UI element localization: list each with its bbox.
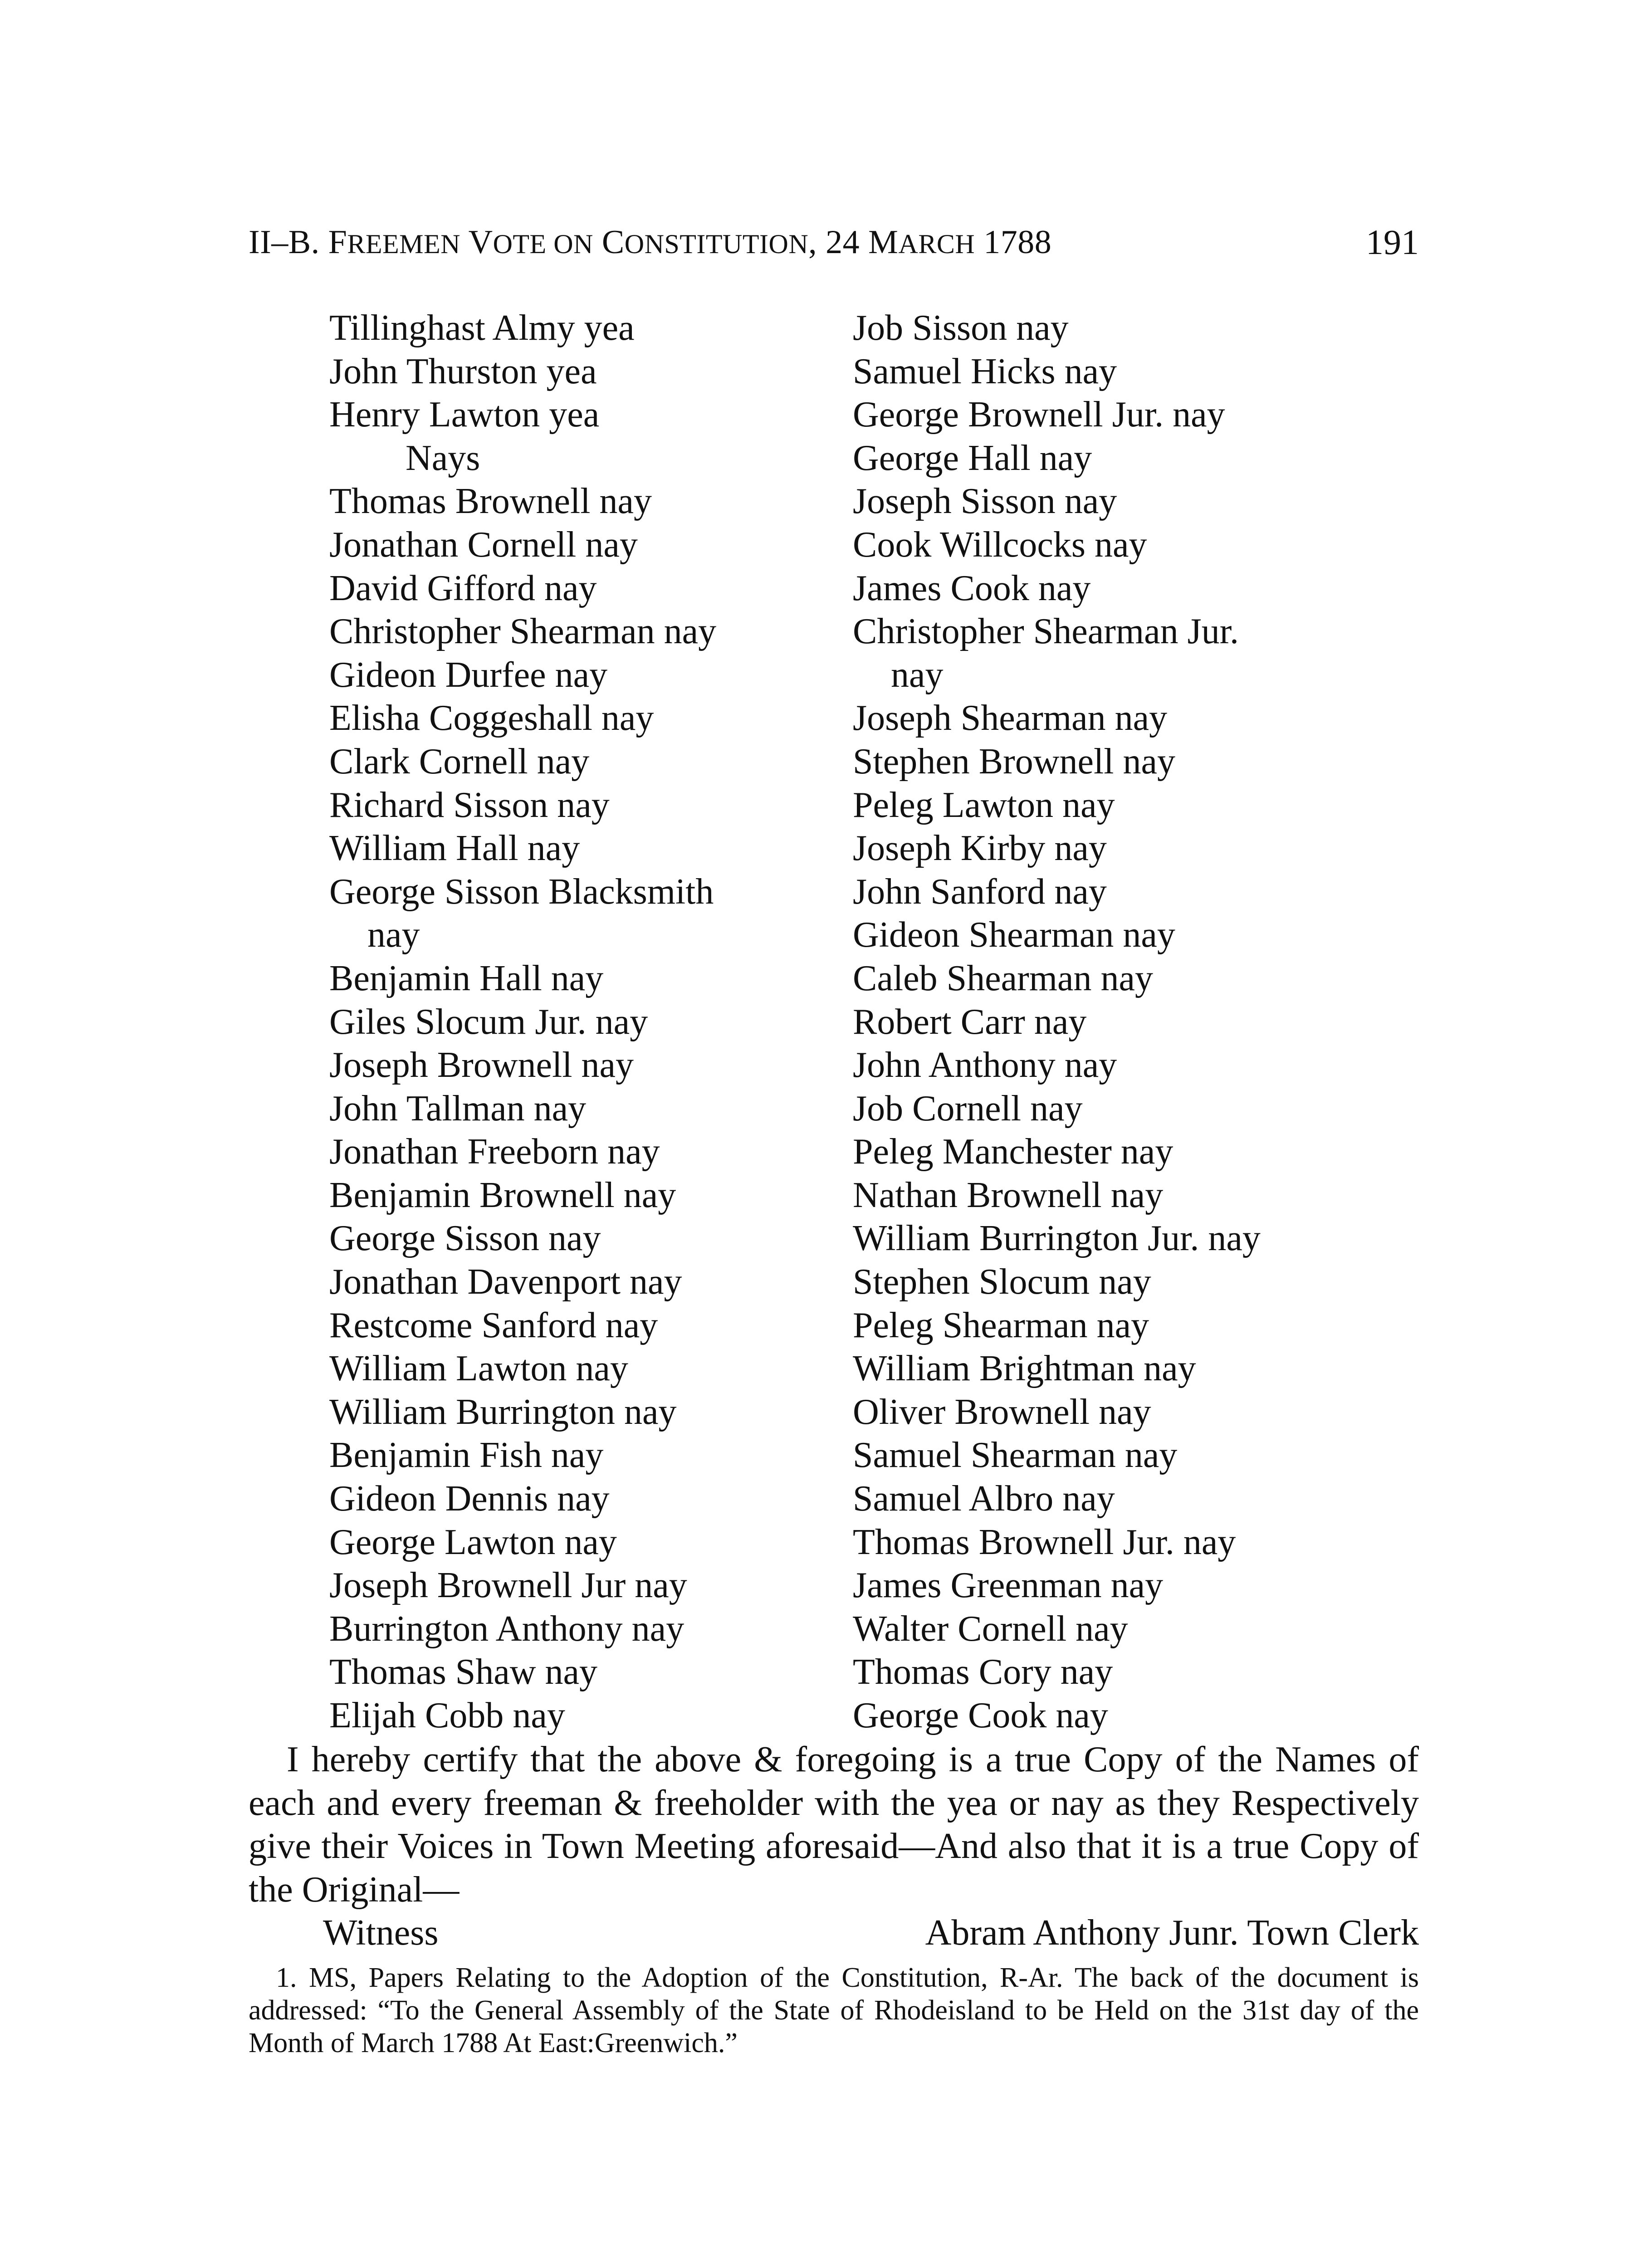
vote-entry: George Cook nay	[853, 1696, 1108, 1735]
vote-entry: Jonathan Freeborn nay	[329, 1132, 660, 1172]
vote-entry: Peleg Lawton nay	[853, 785, 1115, 825]
vote-entry: James Greenman nay	[853, 1565, 1164, 1606]
vote-entry: Gideon Durfee nay	[329, 655, 608, 695]
vote-entry: Cook Willcocks nay	[853, 524, 1147, 565]
vote-entry: Joseph Shearman nay	[853, 698, 1168, 738]
vote-entry: William Brightman nay	[853, 1349, 1196, 1389]
certification-text: I hereby certify that the above & foregoing is a true Copy of the Names of each and every freeman & freeholder with the yea or nay as they Respectively give their Voices in Town Meeting aforesaid—And also that it is a true Copy of the Original—	[249, 1740, 1419, 1910]
vote-entry: Gideon Dennis nay	[329, 1479, 610, 1519]
vote-entry: George Hall nay	[853, 438, 1092, 478]
vote-entry: Job Sisson nay	[853, 308, 1069, 348]
vote-entry: Elijah Cobb nay	[329, 1696, 565, 1735]
vote-entry: Thomas Cory nay	[853, 1652, 1113, 1692]
left-name-column	[329, 307, 828, 1738]
town-clerk-signature: Abram Anthony Junr. Town Clerk	[925, 1913, 1419, 1953]
vote-entry: Samuel Hicks nay	[853, 351, 1117, 391]
vote-entry: Christopher Shearman Jur.	[853, 611, 1239, 652]
vote-entry: Thomas Brownell Jur. nay	[853, 1522, 1236, 1562]
vote-entry: Tillinghast Almy yea	[329, 308, 635, 348]
vote-entry: Richard Sisson nay	[329, 785, 610, 825]
vote-entry: George Sisson nay	[329, 1218, 601, 1259]
witness-label: Witness	[323, 1913, 439, 1953]
vote-entry: Robert Carr nay	[853, 1002, 1087, 1042]
vote-entry: Peleg Manchester nay	[853, 1132, 1173, 1172]
vote-entry: Joseph Sisson nay	[853, 481, 1117, 522]
vote-entry: Clark Cornell nay	[329, 741, 590, 782]
vote-entry: Caleb Shearman nay	[853, 958, 1153, 998]
vote-entry: William Lawton nay	[329, 1349, 628, 1389]
vote-entry: John Tallman nay	[329, 1088, 587, 1129]
footnote	[249, 1961, 1419, 2059]
vote-entry: Thomas Shaw nay	[329, 1652, 598, 1692]
vote-entry: Restcome Sanford nay	[329, 1305, 658, 1345]
vote-entry: Peleg Shearman nay	[853, 1305, 1149, 1345]
vote-entry: Benjamin Fish nay	[329, 1435, 604, 1476]
signature-line	[249, 1911, 1419, 1955]
vote-entry: Benjamin Brownell nay	[329, 1175, 676, 1215]
vote-entry: Joseph Brownell nay	[329, 1045, 634, 1085]
vote-entry: Stephen Brownell nay	[853, 741, 1175, 782]
vote-entry: Christopher Shearman nay	[329, 611, 717, 652]
vote-entry: Samuel Albro nay	[853, 1479, 1115, 1519]
vote-entry-continuation: nay	[367, 915, 420, 955]
vote-entry: James Cook nay	[853, 568, 1091, 608]
nays-subheading: Nays	[406, 438, 480, 478]
vote-entry: Joseph Kirby nay	[853, 828, 1107, 869]
vote-entry: John Thurston yea	[329, 351, 597, 391]
vote-entry: Joseph Brownell Jur nay	[329, 1565, 687, 1606]
vote-entry: Oliver Brownell nay	[853, 1392, 1151, 1432]
certification-block	[249, 1738, 1419, 1955]
vote-entry-continuation: nay	[891, 655, 944, 695]
vote-entry: Henry Lawton yea	[329, 395, 600, 435]
vote-entry: George Lawton nay	[329, 1522, 617, 1562]
vote-entry: Burrington Anthony nay	[329, 1608, 684, 1649]
vote-entry: John Sanford nay	[853, 871, 1107, 912]
vote-entry: Elisha Coggeshall nay	[329, 698, 654, 738]
vote-entry: Gideon Shearman nay	[853, 915, 1175, 955]
vote-entry: Giles Slocum Jur. nay	[329, 1002, 648, 1042]
vote-entry: David Gifford nay	[329, 568, 597, 608]
vote-entry: William Burrington Jur. nay	[853, 1218, 1261, 1259]
vote-entry: John Anthony nay	[853, 1045, 1117, 1085]
vote-entry: George Brownell Jur. nay	[853, 395, 1225, 435]
vote-entry: William Burrington nay	[329, 1392, 677, 1432]
running-head-title: II–B. FREEMEN VOTE ON CONSTITUTION, 24 MARCH 1788	[249, 224, 1052, 261]
vote-entry: George Sisson Blacksmith	[329, 871, 714, 912]
vote-entry: Jonathan Davenport nay	[329, 1262, 682, 1302]
right-name-column	[853, 307, 1424, 1738]
vote-entry: Job Cornell nay	[853, 1088, 1083, 1129]
vote-entry: Jonathan Cornell nay	[329, 524, 638, 565]
running-header	[249, 220, 1419, 264]
vote-entry: Stephen Slocum nay	[853, 1262, 1151, 1302]
vote-entry: Samuel Shearman nay	[853, 1435, 1178, 1476]
vote-entry: Benjamin Hall nay	[329, 958, 604, 998]
page-number: 191	[1366, 222, 1419, 262]
vote-entry: William Hall nay	[329, 828, 580, 869]
vote-entry: Walter Cornell nay	[853, 1608, 1128, 1649]
vote-entry: Nathan Brownell nay	[853, 1175, 1164, 1215]
footnote-text: 1. MS, Papers Relating to the Adoption of the Constitution, R-Ar. The back of the document is addressed: “To the General Assembly of the State of Rhodeisland to be Held on the 31st day of the Month of March 1788 At East:Greenwich.”	[249, 1962, 1419, 2058]
vote-entry: Thomas Brownell nay	[329, 481, 652, 522]
